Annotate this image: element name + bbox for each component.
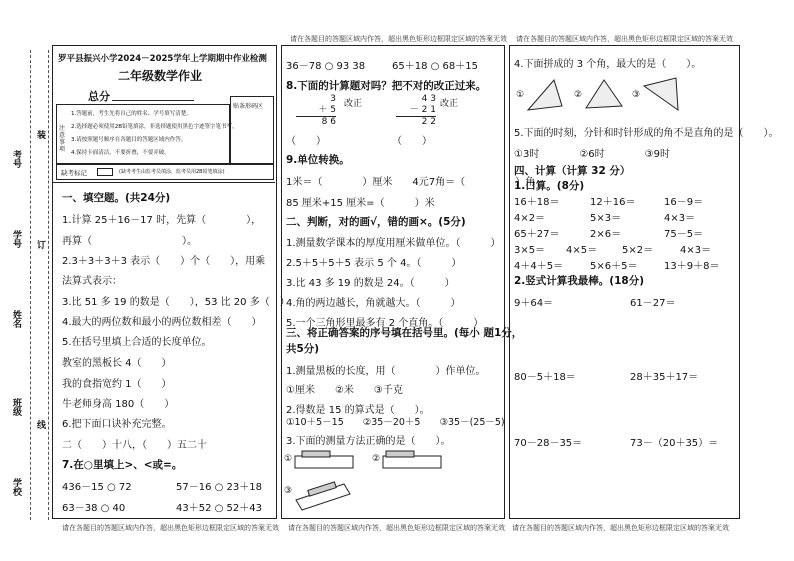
question-2-line-2: 法算式表示： [62, 276, 122, 287]
question-1-line-2: 再算（ ）。 [62, 236, 197, 247]
name-field-label: 姓名 [11, 310, 21, 328]
section-1-title: 一、填空题。(共24分) [62, 192, 171, 204]
barcode-label: 贴条形码区 [233, 103, 264, 110]
option-label: ① [284, 454, 293, 464]
oral-item: 5×2＝ [622, 245, 654, 256]
oral-item: 16－9＝ [664, 197, 704, 208]
vertical-calc-1-row: ＋ 5 [296, 105, 336, 117]
vertical-item: 9＋64＝ [514, 298, 554, 309]
choice-5-options: ①3时 ②6时 ③9时 [514, 149, 670, 160]
total-score-line [112, 100, 194, 101]
judge-1: 1.测量数学课本的厚度用厘米做单位。（ ） [286, 238, 501, 249]
oral-item: 65＋27＝ [514, 229, 560, 240]
question-7: 7.在○里填上>、<或=。 [62, 459, 183, 471]
vertical-item: 73－（20＋35）＝ [630, 438, 719, 449]
ruler-picture-3 [294, 478, 356, 512]
compare-item: 436－15 ○ 72 [62, 482, 132, 493]
choice-1-options: ①厘米 ②米 ③千克 [286, 385, 403, 396]
exam-id-field-label: 考号 [11, 150, 21, 168]
vertical-calc-1-row: 8 6 [321, 117, 336, 127]
question-1-line-1: 1.计算 25＋16－17 时，先算（ ）， [62, 215, 262, 226]
header-note-col2: 请在各题目的答题区域内作答，超出黑色矩形边框限定区域的答案无效 [290, 35, 507, 43]
question-6-item: 二（ ）十八，（ ）五二十 [62, 440, 207, 451]
angle-picture-1 [526, 76, 566, 112]
question-9: 9.单位转换。 [286, 154, 350, 166]
notice-item: 1.答题前，考生先将自己的姓名、学号填写清楚。 [71, 111, 192, 117]
footer-note-col3: 请在各题目的答题区域内作答，超出黑色矩形边框限定区域的答案无效 [512, 524, 729, 532]
judge-3: 3.比 43 多 19 的数是 24。（ ） [286, 278, 455, 289]
vertical-calc-2-row: 2 2 [421, 117, 436, 127]
seal-char-3: 线 [35, 420, 45, 429]
notice-label: 注意事项 [59, 125, 66, 153]
oral-item: 4×2＝ [514, 213, 546, 224]
check-bracket-2: （ ） [392, 136, 432, 147]
binding-line-outer [30, 50, 31, 520]
option-label: ③ [284, 486, 293, 496]
barcode-area [230, 96, 274, 164]
school-field-label: 学校 [11, 478, 21, 496]
oral-item: 4＋4＋5＝ [514, 261, 564, 272]
absent-mark-label: 缺考标记 [61, 169, 87, 177]
oral-item: 2×6＝ [590, 229, 622, 240]
absent-mark-row [56, 164, 274, 180]
question-2-line-1: 2.3＋3＋3＋3 表示（ ）个（ ），用乘 [62, 256, 266, 267]
oral-item: 3×5＝ [514, 245, 546, 256]
school-title: 罗平县振兴小学2024－2025学年上学期期中作业检测 [58, 54, 267, 64]
option-label: ③ [632, 90, 641, 100]
vertical-calc-2 [396, 94, 436, 128]
question-9-line-1: 1米＝（ ）厘米 4元7角＝（ ）角 [286, 177, 536, 188]
correction-label-2: 改正 [440, 99, 459, 109]
option-label: ① [516, 90, 525, 100]
question-8: 8.下面的计算题对吗？把不对的改正过来。 [286, 80, 487, 92]
oral-item: 16＋18＝ [514, 197, 560, 208]
student-id-field-label: 学号 [11, 230, 21, 248]
option-label: ② [372, 454, 381, 464]
judge-5: 5.一个三角形里最多有 2 个直角。（ ） [286, 318, 484, 329]
seal-char-1: 装 [35, 130, 45, 139]
judge-4: 4.角的两边越长，角就越大。（ ） [286, 298, 461, 309]
vertical-calc-1 [296, 94, 336, 128]
notice-item: 2.选择题必须使用2B铅笔填涂，非选择题使用黑色字迹签字笔书写。 [71, 124, 238, 130]
angle-picture-2 [584, 76, 624, 112]
compare-item: 63－38 ○ 40 [62, 503, 126, 514]
binding-line-inner [48, 50, 49, 520]
absent-mark-note: (缺考考生由监考员填涂，监考员用2B铅笔填涂) [119, 169, 225, 175]
question-6: 6.把下面口诀补充完整。 [62, 419, 172, 430]
vertical-calc-2-row: － 2 1 [396, 105, 436, 117]
compare-item: 65＋18 ○ 68＋15 [392, 61, 478, 72]
correction-label-1: 改正 [344, 99, 363, 109]
choice-2-options: ①10＋5－15 ②35－20＋5 ③35－(25－5) [286, 417, 505, 428]
section-2-title: 二、判断，对的画√，错的画×。(5分) [286, 216, 466, 228]
question-9-line-2: 85 厘米+15 厘米=（ ）米 [286, 198, 435, 209]
absent-mark-checkbox[interactable] [97, 168, 113, 176]
choice-3: 3.下面的测量方法正确的是（ ）。 [286, 436, 451, 447]
notice-box [56, 104, 238, 164]
oral-calc-title: 1.口算。(8分) [514, 180, 585, 192]
notice-item: 3.请按照题号顺序在各题目的答题区域内作答。 [71, 137, 187, 143]
question-4: 4.最大的两位数和最小的两位数相差（ ） [62, 317, 262, 328]
question-5: 5.在括号里填上合适的长度单位。 [62, 337, 212, 348]
subject-title: 二年级数学作业 [118, 69, 203, 83]
option-label: ② [574, 90, 583, 100]
column-1-divider [52, 182, 275, 183]
choice-2: 2.得数是 15 的算式是（ ）。 [286, 405, 430, 416]
vertical-item: 70－28－35＝ [514, 438, 583, 449]
footer-note-col1: 请在各题目的答题区域内作答，超出黑色矩形边框限定区域的答案无效 [62, 524, 279, 532]
total-score-label: 总分 [88, 90, 110, 103]
vertical-item: 28＋35＋17＝ [630, 372, 699, 383]
oral-item: 4×3＝ [664, 213, 696, 224]
seal-char-2: 订 [35, 240, 45, 249]
judge-2: 2.5＋5＋5＋5 表示 5 个 4。（ ） [286, 258, 462, 269]
compare-item: 57－16 ○ 23＋18 [176, 482, 262, 493]
class-field-label: 班级 [11, 398, 21, 416]
oral-item: 5×3＝ [590, 213, 622, 224]
footer-note-col2: 请在各题目的答题区域内作答，超出黑色矩形边框限定区域的答案无效 [288, 524, 505, 532]
oral-item: 75－5＝ [664, 229, 704, 240]
vertical-item: 61－27＝ [630, 298, 676, 309]
vertical-calc-1-row: 3 [330, 94, 336, 104]
ruler-picture-2 [382, 450, 444, 472]
question-5-item-a: 教室的黑板长 4（ ） [62, 358, 172, 369]
oral-item: 5×6＋5＝ [590, 261, 638, 272]
notice-item: 4.保持卡面清洁，不要折叠，不要弄破。 [71, 150, 170, 156]
choice-4: 4.下面拼成的 3 个角，最大的是（ ）。 [514, 59, 702, 70]
angle-picture-3 [642, 76, 682, 112]
vertical-calc-2-row: 4 3 [421, 94, 436, 104]
section-4-title: 四、计算（计算 32 分） [514, 165, 631, 177]
question-5-item-b: 我的食指宽约 1（ ） [62, 379, 172, 390]
oral-item: 13＋9＋8＝ [664, 261, 720, 272]
section-3-title-line-1: 三、将正确答案的序号填在括号里。(每小 题1分， [286, 327, 523, 339]
oral-item: 4×3＝ [680, 245, 712, 256]
header-note-col3: 请在各题目的答题区域内作答，超出黑色矩形边框限定区域的答案无效 [516, 35, 733, 43]
check-bracket-1: （ ） [286, 136, 326, 147]
choice-1: 1.测量黑板的长度，用（ ）作单位。 [286, 366, 486, 377]
oral-item: 12＋16＝ [590, 197, 636, 208]
question-5-item-c: 牛老师身高 180（ ） [62, 399, 175, 410]
vertical-item: 80－5＋18＝ [514, 372, 576, 383]
section-3-title-line-2: 共5分) [286, 343, 320, 355]
choice-5: 5.下面的时刻，分针和时针形成的角不是直角的是（ ）。 [514, 128, 779, 139]
compare-item: 43＋52 ○ 52＋43 [176, 503, 262, 514]
oral-item: 4×5＝ [566, 245, 598, 256]
ruler-picture-1 [294, 450, 356, 472]
question-3: 3.比 51 多 19 的数是（ ），53 比 20 多（ ） [62, 297, 290, 308]
compare-item: 36－78 ○ 93 38 [286, 61, 366, 72]
vertical-calc-title: 2.竖式计算我最棒。(18分) [514, 275, 645, 287]
